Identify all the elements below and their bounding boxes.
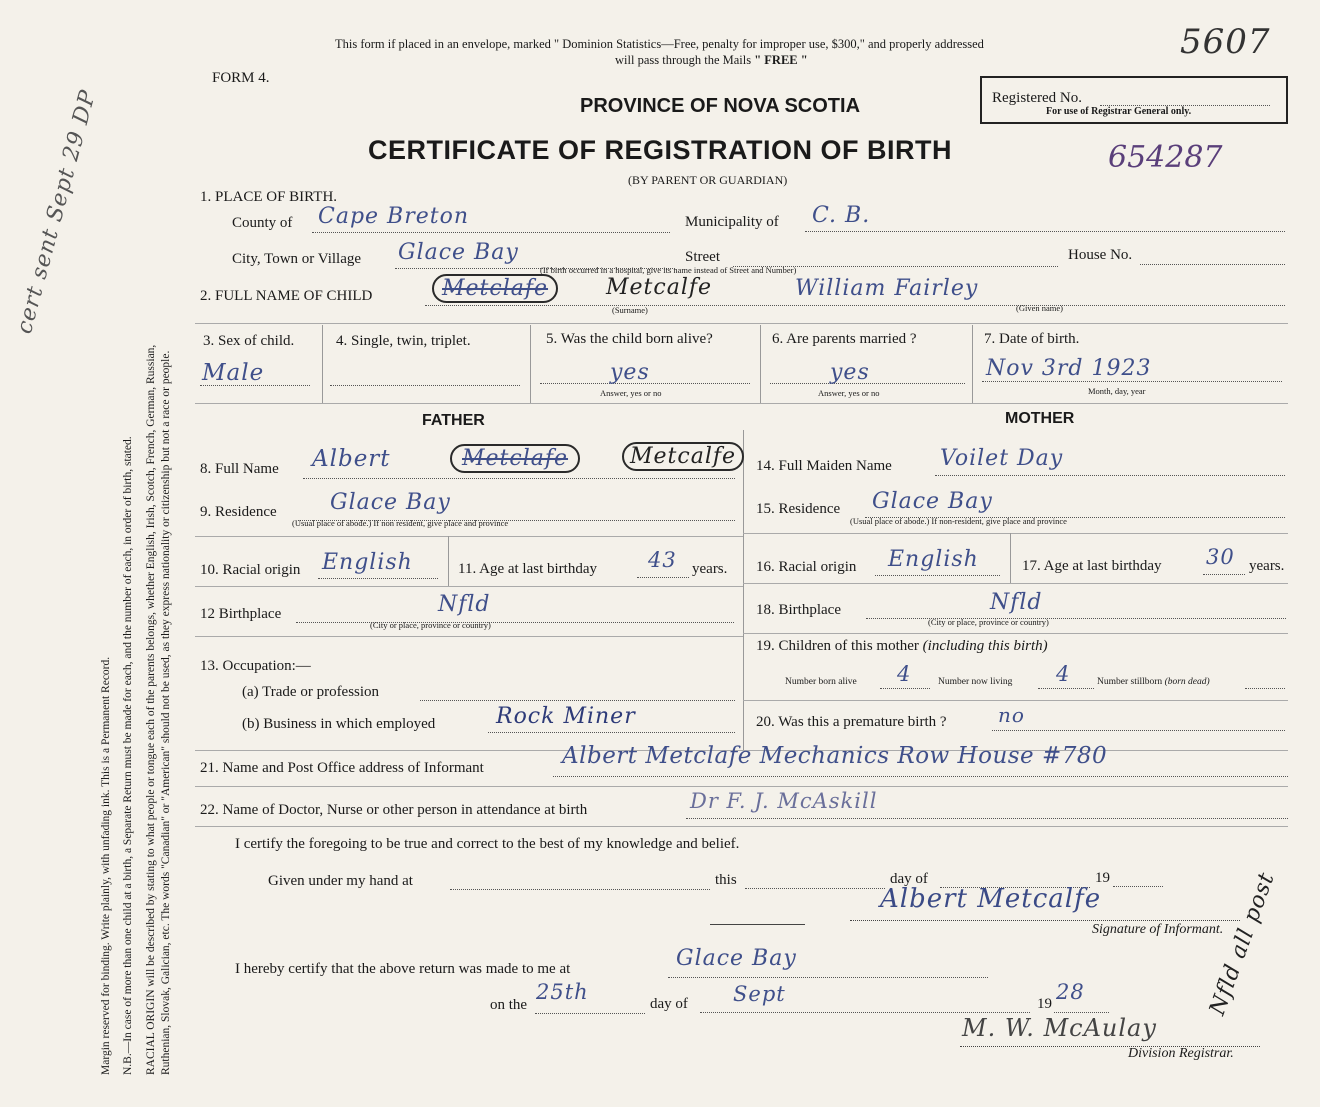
father-birthplace-caption: (City or place, province or country)	[370, 620, 491, 630]
now-living-count: 4	[1056, 662, 1071, 686]
on-the-label: on the	[490, 997, 528, 1013]
informant-value: Albert Metclafe Mechanics Row House #780	[562, 743, 1108, 769]
mother-residence-value: Glace Bay	[872, 489, 993, 514]
postal-notice-line-2: will pass through the Mails	[615, 53, 752, 67]
business-label: (b) Business in which employed	[242, 716, 436, 732]
mother-age-label: 17. Age at last birthday	[1022, 558, 1162, 574]
doctor-label: 22. Name of Doctor, Nurse or other person in attendance at birth	[200, 802, 588, 818]
informant-signature: Albert Metcalfe	[880, 884, 1102, 914]
father-racial-value: English	[322, 550, 413, 575]
corner-number: 5607	[1180, 22, 1271, 62]
given-caption: (Given name)	[1016, 303, 1063, 313]
certificate-subtitle: (BY PARENT OR GUARDIAN)	[628, 173, 788, 187]
father-name-value: Albert	[312, 446, 391, 472]
trade-label: (a) Trade or profession	[242, 684, 380, 700]
given-under-label: Given under my hand at	[268, 873, 413, 889]
mother-racial-value: English	[888, 547, 979, 572]
father-name-label: 8. Full Name	[200, 461, 279, 477]
father-age-years: years.	[692, 561, 728, 577]
father-surname-corrected: Metcalfe	[622, 442, 744, 471]
mother-racial-label: 16. Racial origin	[756, 559, 857, 575]
year-prefix: 19	[1095, 870, 1110, 886]
municipality-label: Municipality of	[685, 214, 779, 230]
nb-note: N.B.—In case of more than one child at a birth, a Separate Return must be made for each, and the number of each, in order of birth, stated.	[122, 436, 134, 1075]
business-value: Rock Miner	[496, 704, 636, 729]
postal-notice-line-1: This form if placed in an envelope, marked " Dominion Statistics—Free, penalty for improper use, $300," and properly addressed	[335, 37, 984, 51]
racial-origin-note-2: Ruthenian, Slovak, Galician, etc. The words "Canadian" or "American" should not be used, as they express nationality or citizenship but not a race or people.	[160, 350, 172, 1075]
child-surname: Metcalfe	[606, 275, 713, 300]
surname-caption: (Surname)	[612, 305, 648, 315]
registered-label: Registered No.	[992, 90, 1082, 106]
mother-name-label: 14. Full Maiden Name	[756, 458, 892, 474]
mother-birthplace-caption: (City or place, province or country)	[928, 617, 1049, 627]
born-alive-label: 5. Was the child born alive?	[546, 331, 713, 347]
parents-married-label: 6. Are parents married ?	[772, 331, 917, 347]
mother-birthplace-value: Nfld	[990, 590, 1043, 615]
father-residence-caption: (Usual place of abode.) If non resident, give place and province	[292, 518, 509, 528]
occupation-label: 13. Occupation:—	[200, 658, 311, 674]
street-note: (If birth occurred in a hospital, give its name instead of Street and Number)	[540, 265, 797, 275]
binding-margin-note: Margin reserved for binding. Write plainly, with unfading ink. This is a Permanent Record.	[100, 656, 112, 1075]
mother-heading: MOTHER	[1005, 410, 1075, 427]
father-birthplace-value: Nfld	[438, 592, 491, 617]
date-of-birth-label: 7. Date of birth.	[984, 331, 1080, 347]
registered-box	[980, 76, 1288, 124]
doctor-value: Dr F. J. McAskill	[690, 789, 878, 813]
premature-value: no	[998, 703, 1025, 727]
mother-residence-caption: (Usual place of abode.) If non-resident, give place and province	[850, 516, 1067, 526]
informant-label: 21. Name and Post Office address of Informant	[200, 760, 484, 776]
form-number: FORM 4.	[212, 70, 270, 86]
sex-label: 3. Sex of child.	[203, 333, 295, 349]
child-name-label: 2. FULL NAME OF CHILD	[200, 288, 373, 304]
sex-value: Male	[202, 360, 265, 386]
margin-handwriting: cert sent Sept 29 DP	[12, 87, 102, 337]
mother-birthplace-label: 18. Birthplace	[756, 602, 841, 618]
father-age-label: 11. Age at last birthday	[458, 561, 597, 577]
children-label	[756, 638, 1048, 655]
registered-note: For use of Registrar General only.	[1046, 106, 1192, 117]
registrar-year-prefix: 19	[1037, 996, 1052, 1012]
this-label: this	[715, 872, 737, 888]
registrar-month: Sept	[733, 982, 786, 1006]
registrar-day: 25th	[536, 980, 589, 1004]
registrar-annotation: Nfld all post	[1205, 868, 1280, 1019]
parents-married-value: yes	[830, 360, 870, 385]
signature-line	[850, 920, 1240, 921]
house-label: House No.	[1068, 247, 1133, 263]
province-heading: PROVINCE OF NOVA SCOTIA	[580, 95, 861, 117]
city-label: City, Town or Village	[232, 251, 362, 267]
signature-caption: Signature of Informant.	[1092, 922, 1224, 937]
registrar-statement: I hereby certify that the above return was made to me at	[235, 961, 571, 977]
stillborn-label-text: Number stillborn	[1097, 677, 1163, 687]
mother-age-value: 30	[1206, 545, 1235, 569]
mother-age-years: years.	[1249, 558, 1285, 574]
registrar-caption: Division Registrar.	[1128, 1046, 1234, 1061]
county-label: County of	[232, 215, 293, 231]
father-birthplace-label: 12 Birthplace	[200, 606, 282, 622]
free-label: " FREE "	[754, 53, 808, 67]
registrar-signature: M. W. McAulay	[962, 1014, 1157, 1042]
children-label-text: 19. Children of this mother	[756, 638, 919, 654]
father-racial-label: 10. Racial origin	[200, 562, 301, 578]
premature-label: 20. Was this a premature birth ?	[756, 714, 947, 730]
registrar-day-of-label: day of	[650, 996, 688, 1012]
mother-name-value: Voilet Day	[940, 446, 1064, 471]
city-value: Glace Bay	[398, 240, 519, 265]
born-alive-caption: Answer, yes or no	[600, 388, 662, 398]
stillborn-note: (born dead)	[1164, 677, 1210, 687]
parents-married-caption: Answer, yes or no	[818, 388, 880, 398]
stillborn-label	[1097, 677, 1210, 687]
born-alive-value: yes	[610, 360, 650, 385]
blank-signature-line	[710, 924, 805, 925]
date-caption: Month, day, year	[1088, 386, 1146, 396]
born-alive-count: 4	[897, 662, 912, 686]
racial-origin-note-1: RACIAL ORIGIN will be described by stating to what people or tongue each of the parents belongs, whether English, Irish, Scotch, French, German, Russian,	[145, 344, 157, 1075]
certify-statement: I certify the foregoing to be true and correct to the best of my knowledge and belief.	[235, 836, 740, 852]
street-label: Street	[685, 249, 720, 265]
father-surname-struck: Metclafe	[450, 444, 580, 473]
registrar-place: Glace Bay	[676, 946, 797, 971]
child-surname-struck: Metclafe	[432, 274, 558, 303]
child-given-name: William Fairley	[795, 276, 979, 301]
registrar-year: 28	[1056, 980, 1085, 1004]
children-note: (including this birth)	[922, 638, 1048, 654]
born-alive-count-label: Number born alive	[785, 677, 857, 687]
now-living-label: Number now living	[938, 677, 1013, 687]
county-value: Cape Breton	[318, 204, 470, 229]
father-residence-value: Glace Bay	[330, 490, 451, 515]
single-label: 4. Single, twin, triplet.	[336, 333, 471, 349]
father-heading: FATHER	[422, 412, 485, 429]
mother-residence-label: 15. Residence	[756, 501, 841, 517]
day-of-label: day of	[890, 871, 928, 887]
stamp-number: 654287	[1108, 140, 1223, 175]
father-age-value: 43	[648, 548, 677, 572]
certificate-title: CERTIFICATE OF REGISTRATION OF BIRTH	[368, 135, 952, 165]
date-of-birth-value: Nov 3rd 1923	[986, 356, 1152, 381]
municipality-value: C. B.	[812, 203, 871, 228]
father-residence-label: 9. Residence	[200, 504, 277, 520]
place-of-birth-heading: 1. PLACE OF BIRTH.	[200, 189, 338, 205]
